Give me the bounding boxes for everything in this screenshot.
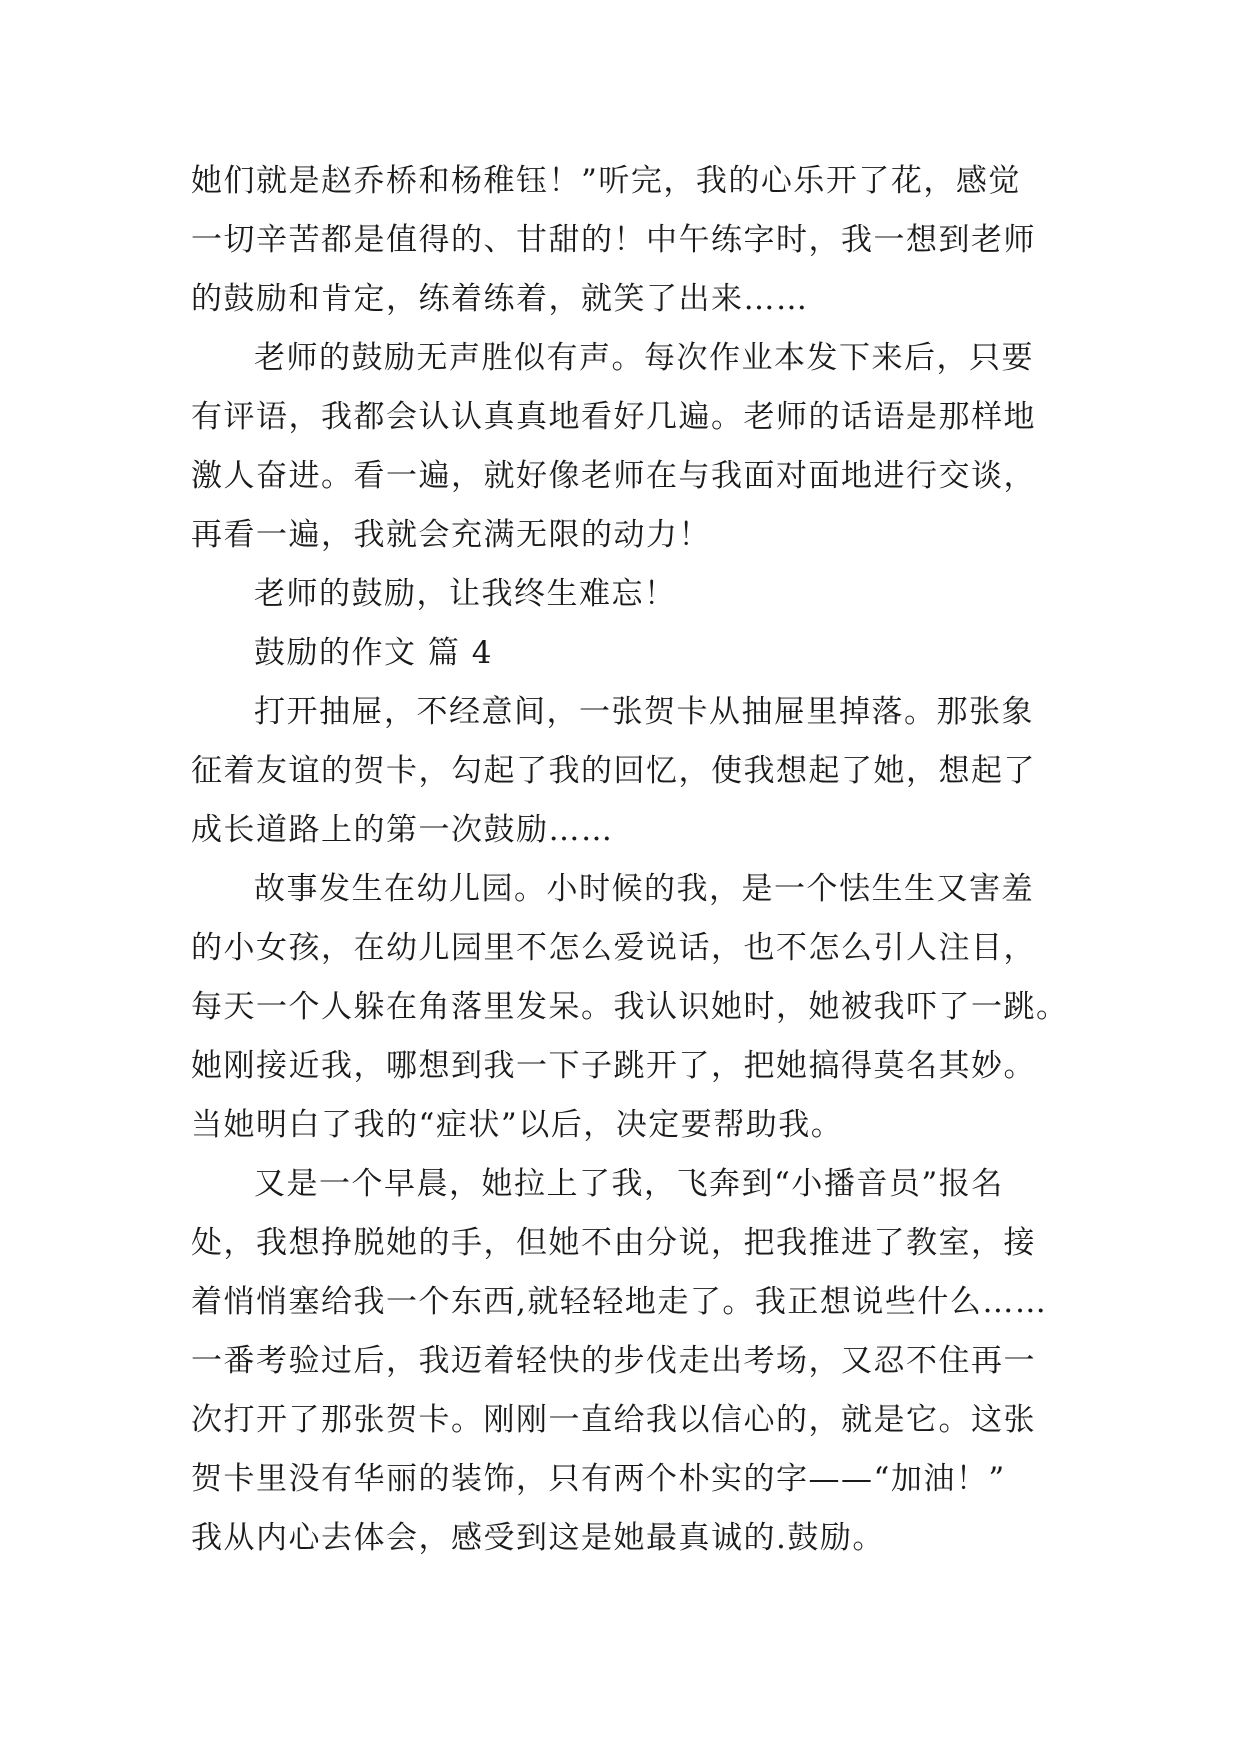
text-line: 一番考验过后，我迈着轻快的步伐走出考场，又忍不住再一	[191, 1343, 1036, 1379]
paragraph-first-line: 老师的鼓励无声胜似有声。每次作业本发下来后，只要	[254, 340, 1034, 376]
text-line: 处，我想挣脱她的手，但她不由分说，把我推进了教室，接	[191, 1225, 1036, 1261]
text-line: 的小女孩，在幼儿园里不怎么爱说话，也不怎么引人注目，	[191, 930, 1036, 966]
text-line: 一切辛苦都是值得的、甘甜的！中午练字时，我一想到老师	[191, 222, 1036, 258]
paragraph-first-line: 故事发生在幼儿园。小时候的我，是一个怯生生又害羞	[254, 871, 1034, 907]
text-line: 她刚接近我，哪想到我一下子跳开了，把她搞得莫名其妙。	[191, 1048, 1036, 1084]
text-line: 我从内心去体会，感受到这是她最真诚的.鼓励。	[191, 1520, 885, 1556]
text-line: 激人奋进。看一遍，就好像老师在与我面对面地进行交谈，	[191, 458, 1036, 494]
text-line: 每天一个人躲在角落里发呆。我认识她时，她被我吓了一跳。	[191, 989, 1069, 1025]
text-line: 她们就是赵乔桥和杨稚钰！”听完，我的心乐开了花，感觉	[191, 163, 1021, 199]
text-line: 成长道路上的第一次鼓励……	[191, 812, 614, 848]
text-line: 征着友谊的贺卡，勾起了我的回忆，使我想起了她，想起了	[191, 753, 1036, 789]
text-line: 着悄悄塞给我一个东西,就轻轻地走了。我正想说些什么……	[191, 1284, 1048, 1320]
text-line: 贺卡里没有华丽的装饰，只有两个朴实的字——“加油！”	[191, 1461, 1006, 1497]
text-line: 次打开了那张贺卡。刚刚一直给我以信心的，就是它。这张	[191, 1402, 1036, 1438]
paragraph-first-line: 又是一个早晨，她拉上了我，飞奔到“小播音员”报名	[254, 1166, 1004, 1202]
text-line: 再看一遍，我就会充满无限的动力！	[191, 517, 711, 553]
paragraph-first-line: 老师的鼓励，让我终生难忘！	[254, 576, 677, 612]
text-line: 的鼓励和肯定，练着练着，就笑了出来……	[191, 281, 809, 317]
text-line: 有评语，我都会认认真真地看好几遍。老师的话语是那样地	[191, 399, 1036, 435]
section-heading: 鼓励的作文 篇 4	[254, 635, 493, 671]
paragraph-first-line: 打开抽屉，不经意间，一张贺卡从抽屉里掉落。那张象	[254, 694, 1034, 730]
text-line: 当她明白了我的“症状”以后，决定要帮助我。	[191, 1107, 844, 1143]
